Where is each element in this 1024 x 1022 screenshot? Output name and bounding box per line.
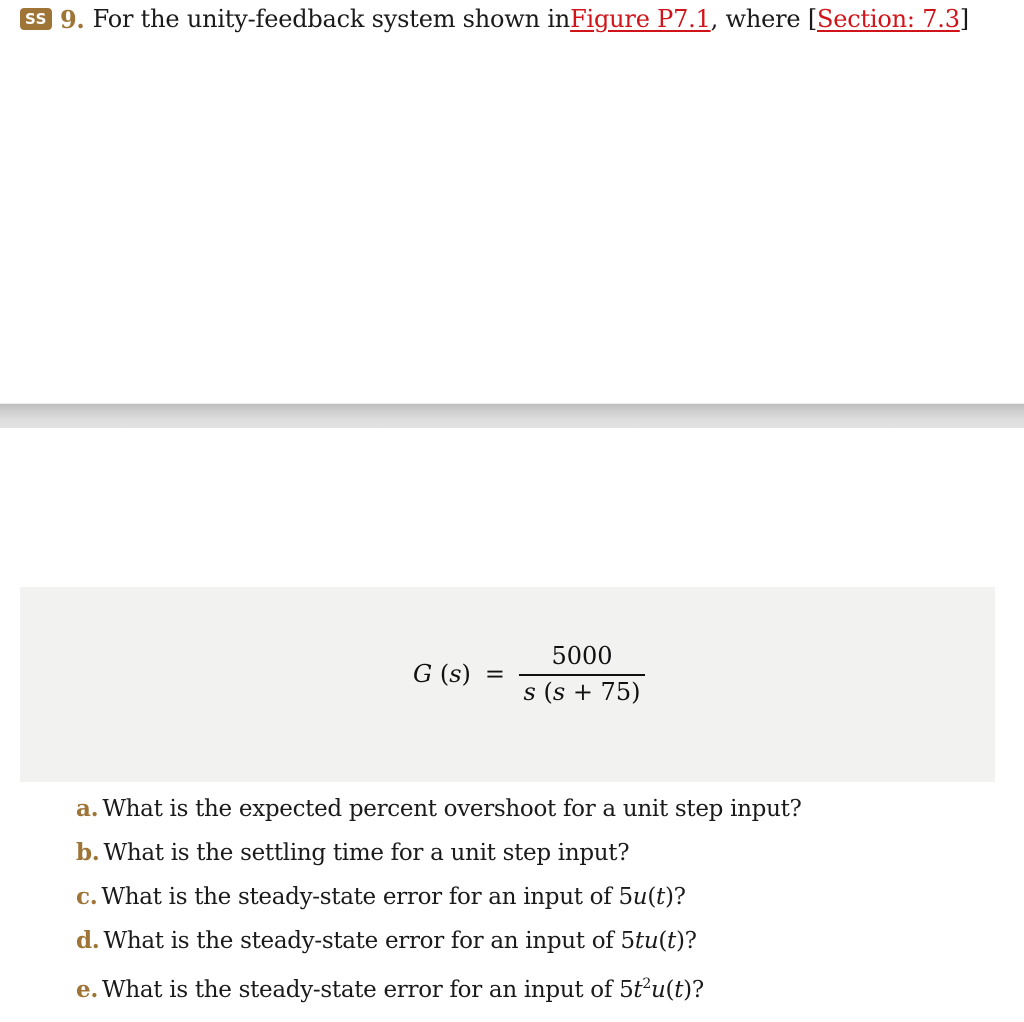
- ss-badge: SS: [20, 8, 52, 30]
- question-d: [76, 927, 697, 954]
- problem-text-middle: , where [: [710, 5, 817, 33]
- math-u: u: [650, 977, 666, 1003]
- eq-paren-open: (: [439, 660, 450, 688]
- question-letter: c.: [76, 883, 98, 910]
- math-tu: tu: [634, 928, 659, 954]
- question-letter: a.: [76, 795, 99, 822]
- eq-paren-close: ): [461, 660, 471, 688]
- question-a: [76, 795, 802, 822]
- math-close: )?: [683, 977, 704, 1003]
- den-close: ): [631, 678, 641, 706]
- math-t: t: [674, 977, 684, 1003]
- den-plus: + 75: [565, 678, 632, 706]
- equation-box: [20, 587, 995, 782]
- transfer-function-equation: [413, 642, 645, 706]
- math-close: )?: [675, 928, 697, 954]
- question-letter: d.: [76, 927, 100, 954]
- question-letter: b.: [76, 839, 100, 866]
- question-text: What is the steady-state error for an input of 5: [103, 928, 635, 954]
- question-text: What is the steady-state error for an input of 5: [101, 884, 633, 910]
- problem-header: [20, 2, 969, 36]
- eq-var: s: [449, 660, 462, 688]
- problem-number: 9.: [59, 4, 85, 34]
- math-t: t: [656, 884, 665, 910]
- math-close: )?: [664, 884, 686, 910]
- numerator: 5000: [551, 642, 613, 670]
- math-open: (: [658, 928, 668, 954]
- math-exponent: 2: [642, 976, 651, 992]
- problem-text-after: ]: [959, 5, 969, 33]
- section-link[interactable]: Section: 7.3: [817, 5, 960, 33]
- den-s1: s: [523, 678, 536, 706]
- den-s2: s: [552, 678, 566, 706]
- question-e: [76, 976, 704, 1003]
- question-c: [76, 883, 686, 910]
- question-text: What is the settling time for a unit step input?: [103, 840, 630, 866]
- question-text: What is the steady-state error for an input of 5: [102, 977, 634, 1003]
- math-open: (: [665, 977, 675, 1003]
- equation-lhs: [413, 660, 471, 688]
- figure-link[interactable]: Figure P7.1: [570, 5, 711, 33]
- den-open: (: [535, 678, 553, 706]
- eq-func: G: [413, 660, 433, 688]
- question-letter: e.: [76, 976, 99, 1003]
- question-text: What is the expected percent overshoot for a unit step input?: [102, 796, 802, 822]
- question-b: [76, 839, 629, 866]
- fraction: [519, 642, 645, 706]
- section-divider: [0, 403, 1024, 428]
- math-t: t: [633, 977, 643, 1003]
- equals-sign: =: [484, 660, 505, 688]
- denominator: [524, 676, 641, 706]
- problem-text-before: For the unity-feedback system shown in: [92, 5, 571, 33]
- math-t: t: [667, 928, 676, 954]
- math-u: u: [632, 884, 648, 910]
- math-open: (: [647, 884, 656, 910]
